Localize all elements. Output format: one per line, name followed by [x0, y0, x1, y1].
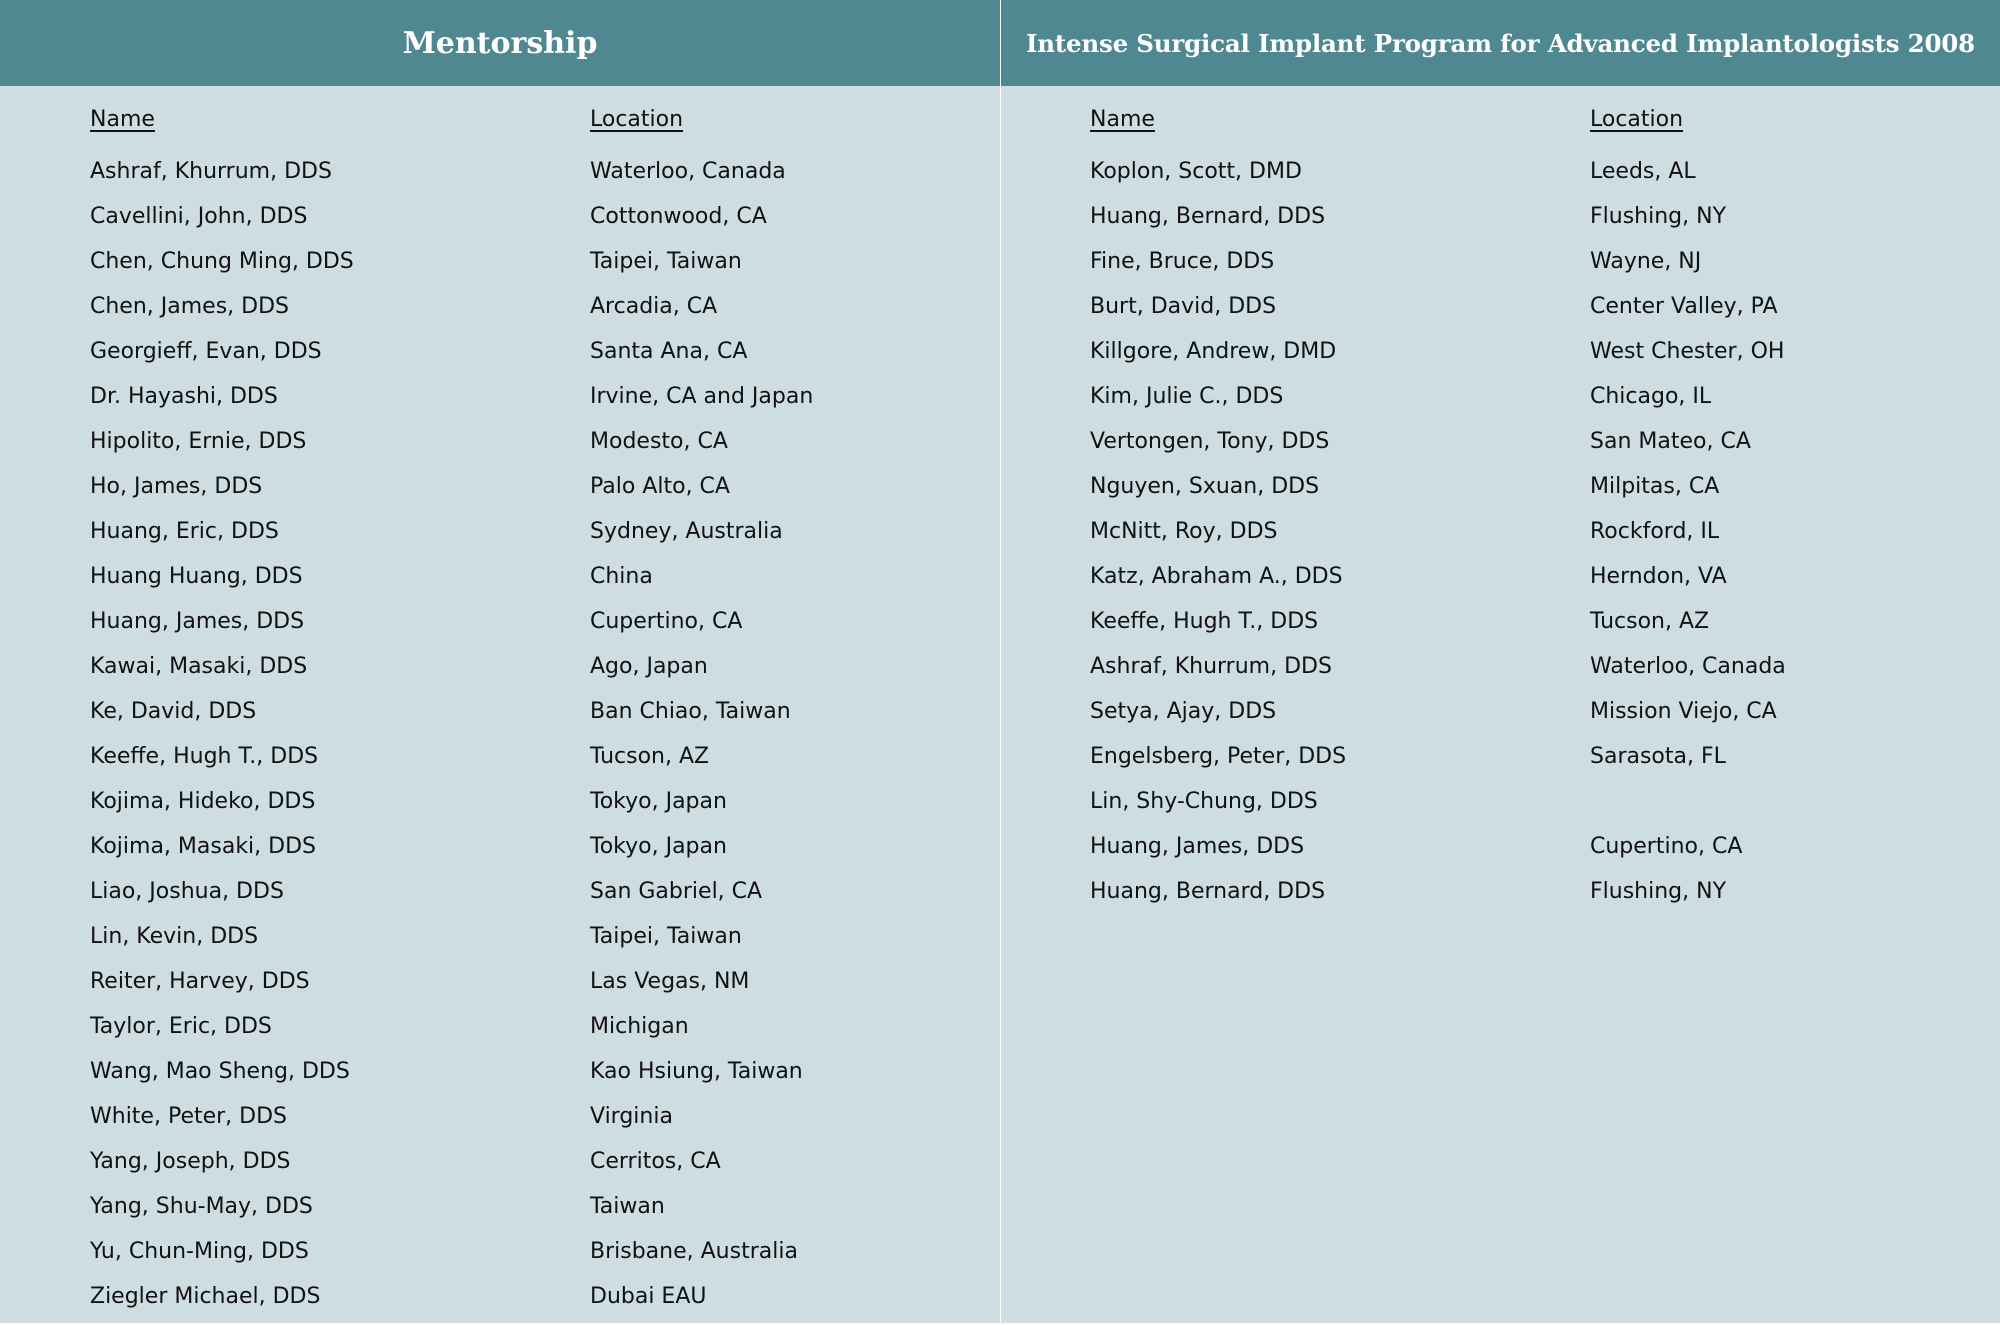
- mentorship-location-cell: Arcadia, CA: [590, 294, 718, 319]
- program-name-cell: Fine, Bruce, DDS: [1090, 249, 1275, 274]
- program-name-cell: Huang, James, DDS: [1090, 834, 1305, 859]
- program-location-cell: Cupertino, CA: [1590, 834, 1743, 859]
- mentorship-name-cell: Wang, Mao Sheng, DDS: [90, 1059, 350, 1084]
- mentorship-location-cell: Cottonwood, CA: [590, 204, 767, 229]
- program-location-cell: Leeds, AL: [1590, 159, 1696, 184]
- mentorship-name-cell: Kojima, Hideko, DDS: [90, 789, 316, 814]
- mentorship-name-list: [90, 149, 354, 1319]
- program-name-cell: Huang, Bernard, DDS: [1090, 204, 1326, 229]
- mentorship-location-cell: Irvine, CA and Japan: [590, 384, 814, 409]
- program-name-cell: Engelsberg, Peter, DDS: [1090, 744, 1347, 769]
- mentorship-name-cell: Ziegler Michael, DDS: [90, 1284, 321, 1309]
- program-location-list: [1590, 149, 1786, 914]
- mentorship-name-cell: Kojima, Masaki, DDS: [90, 834, 317, 859]
- mentorship-name-cell: Taylor, Eric, DDS: [90, 1014, 272, 1039]
- mentorship-name-cell: Hipolito, Ernie, DDS: [90, 429, 307, 454]
- program-name-cell: Killgore, Andrew, DMD: [1090, 339, 1337, 364]
- mentorship-title: Mentorship: [402, 25, 598, 61]
- mentorship-location-cell: Dubai EAU: [590, 1284, 707, 1309]
- program-location-cell: Mission Viejo, CA: [1590, 699, 1777, 724]
- program-location-cell: Chicago, IL: [1590, 384, 1712, 409]
- mentorship-location-cell: Michigan: [590, 1014, 689, 1039]
- program-location-cell: Herndon, VA: [1590, 564, 1727, 589]
- program-panel: [1001, 0, 2000, 1323]
- mentorship-location-list: [590, 149, 813, 1319]
- program-location-cell: Tucson, AZ: [1590, 609, 1710, 634]
- mentorship-location-cell: Virginia: [590, 1104, 673, 1129]
- mentorship-location-cell: Taipei, Taiwan: [590, 924, 742, 949]
- mentorship-location-cell: Brisbane, Australia: [590, 1239, 798, 1264]
- mentorship-name-cell: Chen, James, DDS: [90, 294, 289, 319]
- program-location-cell: Sarasota, FL: [1590, 744, 1726, 769]
- program-location-cell: Center Valley, PA: [1590, 294, 1778, 319]
- program-name-cell: Katz, Abraham A., DDS: [1090, 564, 1343, 589]
- mentorship-location-cell: Modesto, CA: [590, 429, 728, 454]
- program-name-cell: Koplon, Scott, DMD: [1090, 159, 1302, 184]
- mentorship-name-cell: Ashraf, Khurrum, DDS: [90, 159, 332, 184]
- program-location-cell: Flushing, NY: [1590, 204, 1727, 229]
- program-header: [1001, 0, 2000, 86]
- program-location-cell: San Mateo, CA: [1590, 429, 1751, 454]
- mentorship-location-cell: Ago, Japan: [590, 654, 708, 679]
- program-location-column: [1590, 104, 1786, 914]
- program-location-header: Location: [1590, 107, 1684, 132]
- mentorship-name-cell: White, Peter, DDS: [90, 1104, 288, 1129]
- program-name-cell: Vertongen, Tony, DDS: [1090, 429, 1330, 454]
- program-name-header: Name: [1090, 107, 1155, 132]
- mentorship-name-cell: Liao, Joshua, DDS: [90, 879, 284, 904]
- mentorship-name-cell: Ho, James, DDS: [90, 474, 263, 499]
- mentorship-name-cell: Yang, Joseph, DDS: [90, 1149, 291, 1174]
- mentorship-location-header: Location: [590, 107, 684, 132]
- mentorship-name-cell: Dr. Hayashi, DDS: [90, 384, 278, 409]
- mentorship-header: [0, 0, 1000, 86]
- program-name-cell: McNitt, Roy, DDS: [1090, 519, 1278, 544]
- program-location-cell: Rockford, IL: [1590, 519, 1720, 544]
- mentorship-location-cell: Las Vegas, NM: [590, 969, 750, 994]
- program-name-list: [1090, 149, 1346, 914]
- mentorship-location-cell: Sydney, Australia: [590, 519, 783, 544]
- program-name-cell: Lin, Shy-Chung, DDS: [1090, 789, 1318, 814]
- mentorship-name-cell: Yu, Chun-Ming, DDS: [90, 1239, 309, 1264]
- program-name-cell: Ashraf, Khurrum, DDS: [1090, 654, 1332, 679]
- program-location-cell: [1590, 779, 1786, 824]
- mentorship-location-cell: China: [590, 564, 653, 589]
- program-name-cell: Kim, Julie C., DDS: [1090, 384, 1284, 409]
- mentorship-name-cell: Ke, David, DDS: [90, 699, 257, 724]
- mentorship-location-cell: Taiwan: [590, 1194, 665, 1219]
- mentorship-location-cell: Waterloo, Canada: [590, 159, 786, 184]
- program-name-column: [1090, 104, 1346, 914]
- program-location-cell: Wayne, NJ: [1590, 249, 1702, 274]
- program-name-cell: Burt, David, DDS: [1090, 294, 1277, 319]
- program-name-cell: Setya, Ajay, DDS: [1090, 699, 1277, 724]
- mentorship-location-cell: Kao Hsiung, Taiwan: [590, 1059, 803, 1084]
- mentorship-location-cell: San Gabriel, CA: [590, 879, 763, 904]
- mentorship-location-cell: Tokyo, Japan: [590, 789, 727, 814]
- mentorship-name-cell: Yang, Shu-May, DDS: [90, 1194, 313, 1219]
- mentorship-location-cell: Palo Alto, CA: [590, 474, 730, 499]
- mentorship-name-cell: Lin, Kevin, DDS: [90, 924, 259, 949]
- program-location-cell: Flushing, NY: [1590, 879, 1727, 904]
- mentorship-location-cell: Santa Ana, CA: [590, 339, 748, 364]
- program-location-cell: Milpitas, CA: [1590, 474, 1720, 499]
- program-name-cell: Nguyen, Sxuan, DDS: [1090, 474, 1320, 499]
- mentorship-name-cell: Huang Huang, DDS: [90, 564, 303, 589]
- program-name-cell: Huang, Bernard, DDS: [1090, 879, 1326, 904]
- program-location-cell: West Chester, OH: [1590, 339, 1785, 364]
- mentorship-name-cell: Huang, James, DDS: [90, 609, 305, 634]
- mentorship-name-cell: Keeffe, Hugh T., DDS: [90, 744, 319, 769]
- mentorship-name-cell: Chen, Chung Ming, DDS: [90, 249, 354, 274]
- mentorship-name-cell: Georgieff, Evan, DDS: [90, 339, 322, 364]
- mentorship-location-cell: Cerritos, CA: [590, 1149, 721, 1174]
- mentorship-name-cell: Kawai, Masaki, DDS: [90, 654, 308, 679]
- program-name-cell: Keeffe, Hugh T., DDS: [1090, 609, 1319, 634]
- mentorship-location-cell: Taipei, Taiwan: [590, 249, 742, 274]
- mentorship-location-cell: Tucson, AZ: [590, 744, 710, 769]
- mentorship-name-cell: Cavellini, John, DDS: [90, 204, 308, 229]
- mentorship-name-header: Name: [90, 107, 155, 132]
- program-location-cell: Waterloo, Canada: [1590, 654, 1786, 679]
- mentorship-name-cell: Huang, Eric, DDS: [90, 519, 279, 544]
- mentorship-panel: [0, 0, 1000, 1323]
- program-title: Intense Surgical Implant Program for Advanced Implantologists 2008: [1026, 28, 1975, 58]
- mentorship-location-column: [590, 104, 813, 1319]
- mentorship-name-cell: Reiter, Harvey, DDS: [90, 969, 310, 994]
- mentorship-location-cell: Tokyo, Japan: [590, 834, 727, 859]
- mentorship-location-cell: Ban Chiao, Taiwan: [590, 699, 791, 724]
- mentorship-location-cell: Cupertino, CA: [590, 609, 743, 634]
- mentorship-name-column: [90, 104, 354, 1319]
